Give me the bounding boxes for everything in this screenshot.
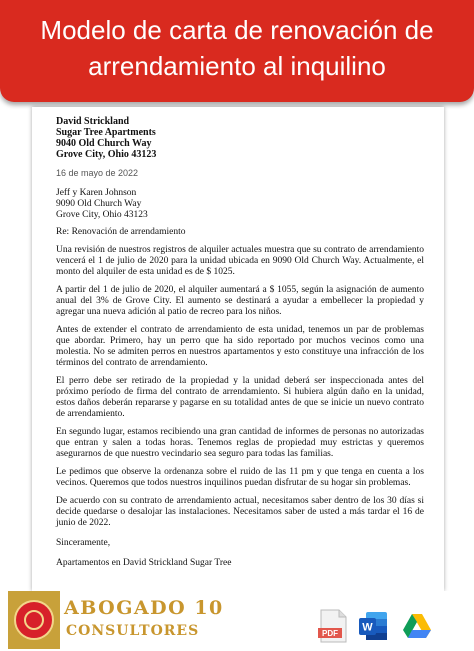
sender-line: 9040 Old Church Way [56, 138, 152, 149]
body-paragraph: En segundo lugar, estamos recibiendo una gran cantidad de informes de personas no autorizadas que entran y salen a todas horas. Tenemos reglas de propiedad muy estrictas y queremos asegurarnos de que nuestro vecindario sea seguro para todas las familias. [56, 427, 424, 459]
subject-line: Re: Renovación de arrendamiento [56, 227, 186, 237]
letter-page [32, 107, 444, 591]
brand-name-line-1: ABOGADO 10 [64, 597, 224, 619]
recipient-line: 9090 Old Church Way [56, 199, 142, 209]
recipient-block [56, 188, 424, 221]
brand-name-line-2: CONSULTORES [66, 623, 200, 639]
pdf-label: PDF [322, 629, 338, 638]
pdf-icon[interactable] [318, 609, 348, 643]
sender-line: Grove City, Ohio 43123 [56, 149, 157, 160]
footer [0, 591, 474, 651]
logo-inner-ring [24, 610, 44, 630]
body-paragraph: A partir del 1 de julio de 2020, el alquiler aumentará a $ 1055, según la asignación de aumento anual del 3% de Grove City. El aumento se destinará a ayudar a embellecer la propiedad y agregar una nueva adición al patio de recreo para los niños. [56, 285, 424, 317]
title-banner [0, 0, 474, 102]
recipient-line: Jeff y Karen Johnson [56, 188, 137, 198]
word-label: W [362, 621, 373, 634]
letter-body [56, 116, 424, 569]
signoff: Apartamentos en David Strickland Sugar Tree [56, 558, 232, 568]
banner-title [20, 12, 454, 84]
sender-line: Sugar Tree Apartments [56, 127, 156, 138]
body-paragraph: Antes de extender el contrato de arrendamiento de esta unidad, tenemos un par de problemas que abordar. Primero, hay un perro que ha sido reportado por muchos vecinos como una molestia. No se admiten perros en nuestros apartamentos y esto constituye una infracción de los términos del contrato de arrendamiento. [56, 325, 424, 368]
word-icon[interactable] [358, 609, 388, 643]
firm-logo-icon [8, 591, 60, 649]
body-paragraph: Le pedimos que observe la ordenanza sobre el ruido de las 11 pm y que tenga en cuenta a los vecinos. Queremos que todos nuestros inquilinos puedan disfrutar de su hogar sin problemas. [56, 467, 424, 488]
banner-title-line-2: arrendamiento al inquilino [88, 51, 386, 81]
google-drive-icon[interactable] [402, 609, 432, 643]
logo-ring [14, 600, 54, 640]
body-paragraph: El perro debe ser retirado de la propiedad y la unidad deberá ser inspeccionada antes del próximo período de firma del contrato de arrendamiento. Si hubiera algún daño en la unidad, estos daños deberán repararse y pagarse en su totalidad antes de que se inicie un nuevo contrato de arrendamiento. [56, 376, 424, 419]
banner-title-line-1: Modelo de carta de renovación de [40, 15, 434, 45]
letter-date: 16 de mayo de 2022 [56, 168, 139, 178]
body-paragraph: Una revisión de nuestros registros de alquiler actuales muestra que su contrato de arrendamiento vencerá el 1 de julio de 2020 para la unidad ubicada en 9090 Old Church Way. Actualmente, el monto del alquiler de esta unidad es de $ 1025. [56, 245, 424, 277]
recipient-line: Grove City, Ohio 43123 [56, 210, 148, 220]
closing: Sinceramente, [56, 538, 111, 548]
body-paragraph: De acuerdo con su contrato de arrendamiento actual, necesitamos saber dentro de los 30 días si decide quedarse o desalojar las instalaciones. Necesitamos saber de usted a más tardar el 16 de junio de 2022. [56, 496, 424, 528]
sender-line: David Strickland [56, 116, 130, 127]
sender-block [56, 116, 424, 160]
